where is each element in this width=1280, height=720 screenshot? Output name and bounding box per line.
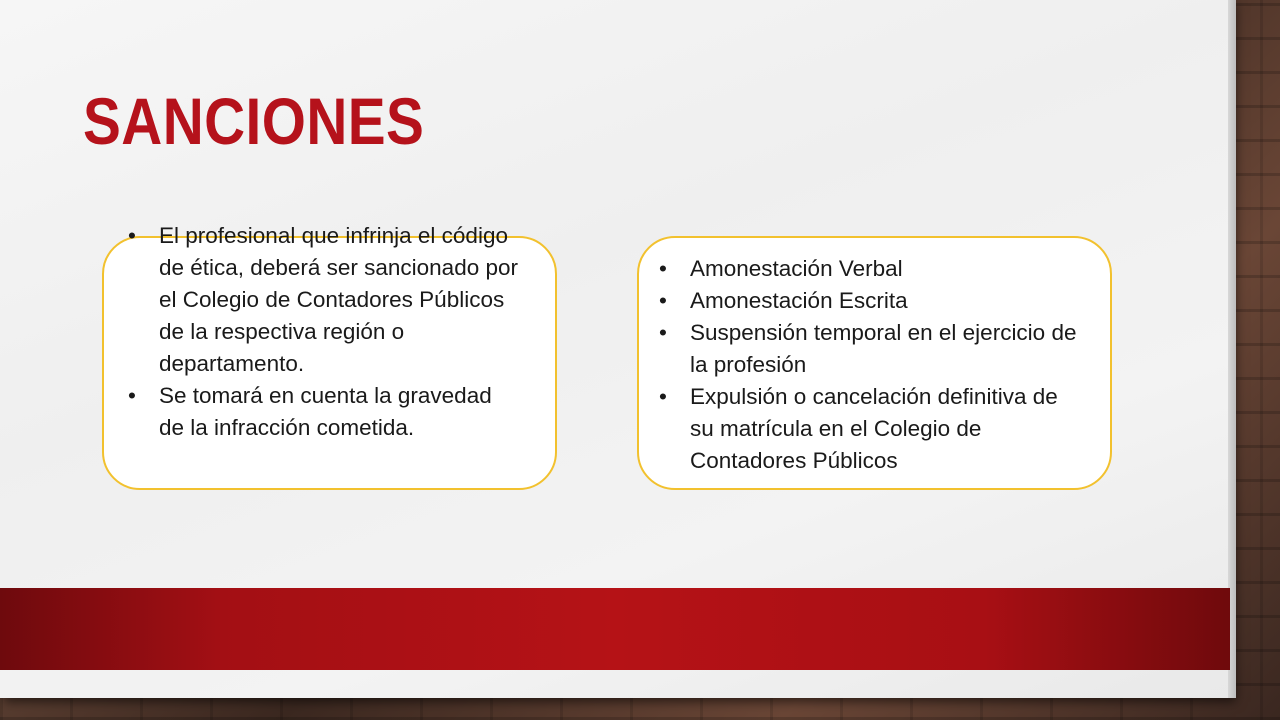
right-bullet-item: • Expulsión o cancelación definitiva de su matrícula en el Colegio de Contadores Públicos — [659, 381, 1079, 477]
right-bullet-item: • Amonestación Verbal — [659, 253, 1079, 285]
footer-red-band — [0, 588, 1230, 670]
left-bullet-item: • Se tomará en cuenta la gravedad de la infracción cometida. — [128, 380, 518, 444]
right-bullet-list — [659, 253, 1079, 477]
slide-title: SANCIONES — [83, 84, 425, 158]
right-bullet-item: • Suspensión temporal en el ejercicio de la profesión — [659, 317, 1079, 381]
left-bullet-item: • El profesional que infrinja el código de ética, deberá ser sancionado por el Colegio de Contadores Públicos de la respectiva región o departamento. — [128, 220, 518, 380]
left-bullet-list — [128, 220, 518, 444]
right-bullet-item: • Amonestación Escrita — [659, 285, 1079, 317]
